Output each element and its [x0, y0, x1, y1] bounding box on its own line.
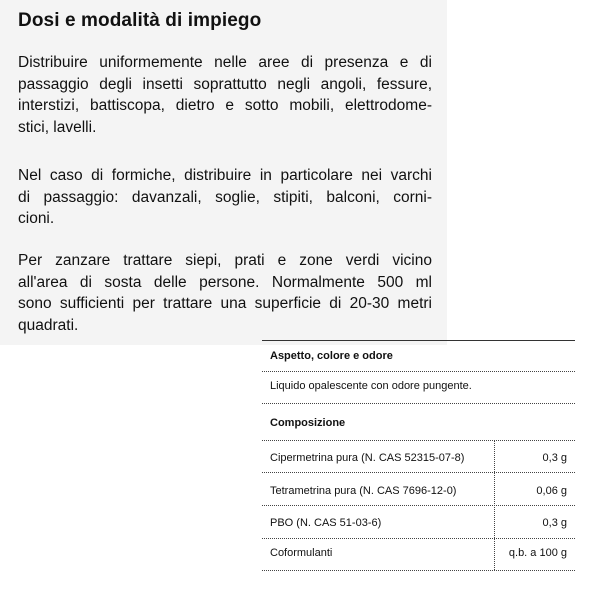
table-rule — [262, 505, 575, 506]
table-rule — [262, 403, 575, 404]
ingredient-amount: 0,3 g — [542, 452, 567, 464]
paragraph-line: Nel caso di formiche, distribuire in particolare nei varchi — [18, 167, 432, 184]
paragraph-line: all'area di sosta delle persone. Normalmente 500 ml — [18, 273, 432, 291]
paragraph-line: sono sufficienti per trattare una superficie di 20-30 metri — [18, 295, 432, 312]
table-rule — [262, 440, 575, 441]
paragraph-line: passaggio degli insetti soprattutto negli angoli, fessure, — [18, 75, 432, 93]
ingredient-amount: q.b. a 100 g — [508, 547, 567, 559]
paragraph-line: interstizi, battiscopa, dietro e sotto mobili, elettrodome- — [18, 97, 432, 114]
paragraph-line: Per zanzare trattare siepi, prati e zone verdi vicino — [18, 252, 432, 269]
paragraph-line: Distribuire uniformemente nelle aree di presenza e di — [18, 54, 432, 71]
section-title: Dosi e modalità di impiego — [18, 10, 262, 31]
ingredient-name: Coformulanti — [270, 547, 333, 559]
table-bottom-rule — [262, 570, 575, 571]
appearance-heading: Aspetto, colore e odore — [270, 350, 393, 362]
table-rule — [262, 538, 575, 539]
ingredient-name: PBO (N. CAS 51-03-6) — [270, 517, 382, 529]
ingredient-amount: 0,3 g — [542, 517, 567, 529]
paragraph-application-areas — [18, 52, 432, 138]
paragraph-line: stici, lavelli. — [18, 118, 97, 136]
ingredient-name: Cipermetrina pura (N. CAS 52315-07-8) — [270, 452, 465, 464]
paragraph-line: di passaggio: davanzali, soglie, stipiti, balconi, corni- — [18, 188, 432, 206]
appearance-text: Liquido opalescente con odore pungente. — [270, 380, 472, 392]
paragraph-line: cioni. — [18, 210, 55, 227]
table-rule — [262, 472, 575, 473]
paragraph-line: quadrati. — [18, 316, 79, 334]
table-rule — [262, 371, 575, 372]
ingredient-amount: 0,06 g — [536, 485, 567, 497]
paragraph-mosquitoes — [18, 250, 432, 336]
paragraph-ants — [18, 165, 432, 230]
ingredient-name: Tetrametrina pura (N. CAS 7696-12-0) — [270, 485, 457, 497]
composition-heading: Composizione — [270, 417, 346, 429]
table-top-rule — [262, 340, 575, 341]
